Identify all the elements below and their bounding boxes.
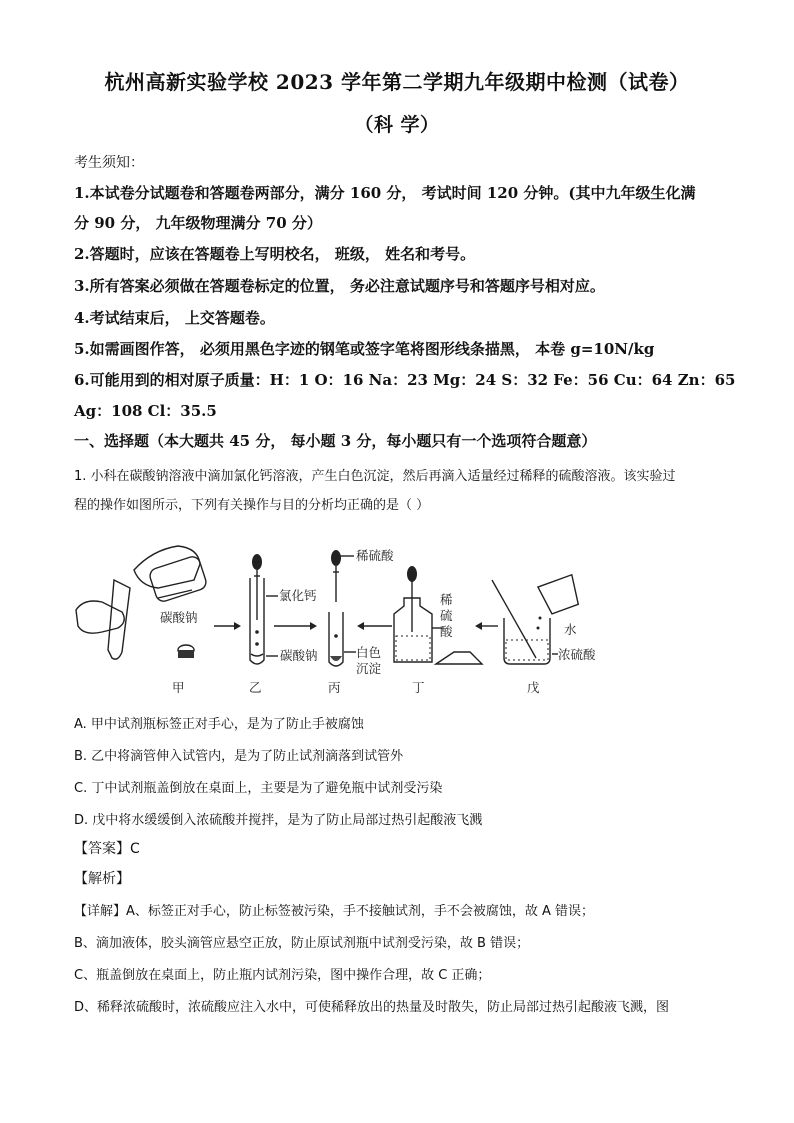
answer-row [74, 838, 140, 858]
step-label-bing: 丙 [328, 680, 341, 695]
step-label-jia: 甲 [172, 680, 185, 695]
notice-heading: 考生须知： [74, 155, 144, 171]
notice-line-6: 5.如需画图作答， 必须用黑色字迹的钢笔或签字笔将图形线条描黑， 本卷 g=10N/kg [74, 340, 655, 358]
step-label-yi: 乙 [249, 680, 262, 695]
section-title: 一、选择题（本大题共 45 分， 每小题 3 分，每小题只有一个选项符合题意） [74, 432, 597, 450]
notice-line-7: 6.可能用到的相对原子质量：H：1 O：16 Na：23 Mg：24 S：32 Fe：56 Cu：64 Zn：65 [74, 371, 736, 389]
step-jia-illustration [76, 546, 208, 659]
experiment-figure [74, 540, 734, 700]
notice-line-1: 1.本试卷分试题卷和答题卷两部分，满分 160 分， 考试时间 120 分钟。(其中九年级生化满 [74, 184, 696, 202]
exam-subject: （科 学） [354, 114, 440, 136]
notice-line-2: 分 90 分， 九年级物理满分 70 分） [74, 214, 322, 232]
option-c: C. 丁中试剂瓶盖倒放在桌面上，主要是为了避免瓶中试剂受污染 [74, 781, 443, 796]
option-d: D. 戊中将水缓缓倒入浓硫酸并搅拌，是为了防止局部过热引起酸液飞溅 [74, 813, 483, 828]
notice-line-8: Ag：108 Cl：35.5 [74, 402, 217, 420]
answer-value: C [130, 841, 140, 857]
label-water: 水 [564, 622, 577, 637]
label-white: 白色 [356, 645, 382, 660]
question-stem-line-1: 1. 小科在碳酸钠溶液中滴加氯化钙溶液，产生白色沉淀，然后再滴入适量经过稀释的硫酸溶液。该实验过 [74, 469, 676, 484]
step-label-ding: 丁 [412, 680, 425, 695]
answer-tag: 【答案】 [74, 841, 130, 857]
step-yi-illustration [250, 554, 278, 664]
detail-line-1: 【详解】A、标签正对手心，防止标签被污染，手不接触试剂，手不会被腐蚀，故 A 错误； [74, 904, 595, 919]
step-bing-illustration [329, 550, 356, 666]
exam-title: 杭州高新实验学校 2023 学年第二学期九年级期中检测（试卷） [104, 70, 690, 94]
label-precipitate: 沉淀 [356, 661, 382, 676]
step-label-wu: 戊 [527, 680, 540, 695]
detail-line-3: C、瓶盖倒放在桌面上，防止瓶内试剂污染，图中操作合理，故 C 正确； [74, 968, 491, 983]
analysis-tag: 【解析】 [74, 871, 130, 887]
question-stem-line-2: 程的操作如图所示，下列有关操作与目的分析均正确的是（ ） [74, 498, 430, 513]
option-a: A. 甲中试剂瓶标签正对手心，是为了防止手被腐蚀 [74, 717, 364, 732]
label-dilute-v3: 酸 [440, 624, 453, 639]
notice-line-4: 3.所有答案必须做在答题卷标定的位置， 务必注意试题序号和答题序号相对应。 [74, 277, 605, 295]
label-dilute-sulfuric-top: 稀硫酸 [356, 548, 394, 563]
detail-line-4: D、稀释浓硫酸时，浓硫酸应注入水中，可使稀释放出的热量及时散失，防止局部过热引起酸液飞溅，图 [74, 1000, 670, 1015]
step-ding-illustration [394, 566, 482, 664]
notice-line-3: 2.答题时，应该在答题卷上写明校名， 班级， 姓名和考号。 [74, 245, 476, 263]
label-calcium-chloride: 氯化钙 [279, 588, 317, 603]
notice-line-5: 4.考试结束后， 上交答题卷。 [74, 309, 275, 327]
detail-line-2: B、滴加液体，胶头滴管应悬空正放，防止原试剂瓶中试剂受污染，故 B 错误； [74, 936, 530, 951]
label-dilute-v2: 硫 [440, 608, 453, 623]
label-sodium-carbonate-2: 碳酸钠 [280, 648, 318, 663]
label-sodium-carbonate-1: 碳酸钠 [160, 610, 198, 625]
label-dilute-v1: 稀 [440, 592, 453, 607]
label-conc-sulfuric: 浓硫酸 [558, 647, 596, 662]
option-b: B. 乙中将滴管伸入试管内，是为了防止试剂滴落到试管外 [74, 749, 404, 764]
